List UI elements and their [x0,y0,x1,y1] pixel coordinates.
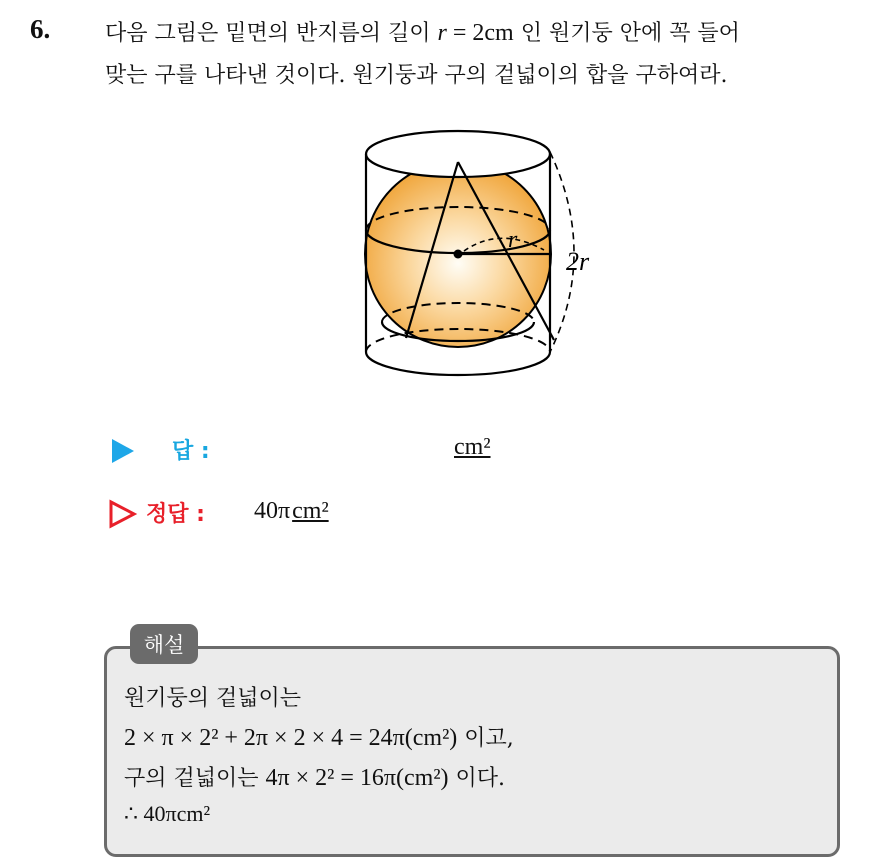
explanation-conclusion: ∴ 40πcm² [124,801,211,826]
answer-arrow-icon [112,439,134,463]
answer-row [108,432,528,468]
correct-answer-value: 40π [254,498,291,524]
cylinder-top-ellipse [366,131,550,177]
question-text-part-b: 인 원기둥 안에 꼭 들어 [513,21,740,46]
explanation-line-2 [124,721,514,752]
answer-unit: cm² [454,434,491,460]
sphere-area-formula: 4π × 2² = 16π(cm²) [265,765,449,791]
question-text-line-1 [105,16,740,47]
cylinder-bottom-front [366,352,550,375]
question-text-line-2: 맞는 구를 나타낸 것이다. 원기둥과 구의 겉넓이의 합을 구하여라. [105,63,728,88]
explanation-line-3-end: 이다. [448,766,505,791]
correct-arrow-icon [108,499,138,529]
question-text-part-a: 다음 그림은 밑면의 반지름의 길이 [105,21,438,46]
label-r: r [508,227,518,253]
explanation-tab: 해설 [130,624,198,664]
radius-variable: r [437,20,447,46]
correct-answer-label: 정답 : [146,502,205,527]
label-2r: 2r [566,247,590,276]
radius-value: = 2cm [446,20,514,46]
answer-label: 답 : [172,439,210,464]
explanation-line-3-text: 구의 겉넓이는 [124,766,266,791]
question-number: 6. [30,14,51,44]
correct-answer-row [108,496,528,532]
explanation-line-2-text: 이고, [457,726,514,751]
correct-answer-value-group [254,498,329,525]
cylinder-area-formula: 2 × π × 2² + 2π × 2 × 4 = 24π(cm²) [124,725,458,751]
correct-answer-unit: cm² [292,498,329,524]
cylinder-sphere-figure [350,118,610,388]
explanation-line-3 [124,761,505,792]
explanation-line-1: 원기둥의 겉넓이는 [124,686,302,711]
